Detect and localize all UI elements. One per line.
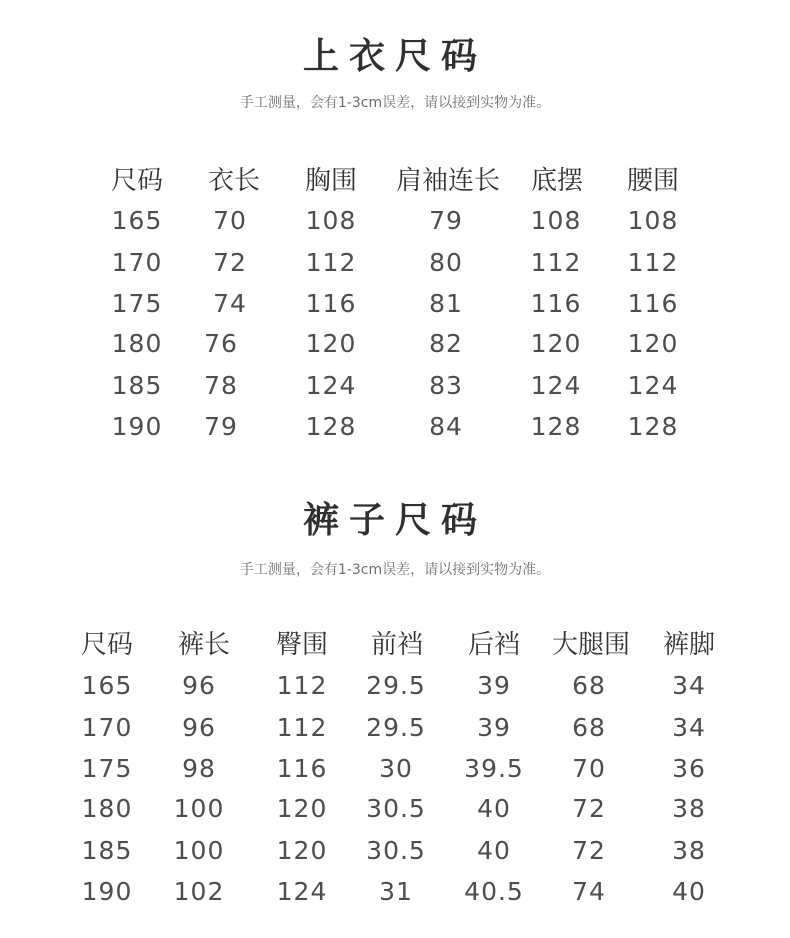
tops-table-cell: 112 bbox=[627, 248, 679, 277]
pants-table-cell: 40 bbox=[477, 836, 511, 865]
pants-table-cell: 34 bbox=[672, 713, 706, 742]
tops-table-cell: 124 bbox=[627, 371, 679, 400]
tops-table-cell: 116 bbox=[305, 289, 357, 318]
pants-table-cell: 100 bbox=[173, 836, 225, 865]
tops-table-cell: 112 bbox=[530, 248, 582, 277]
pants-table-cell: 68 bbox=[572, 713, 606, 742]
tops-table-cell: 108 bbox=[627, 206, 679, 235]
pants-table-cell: 34 bbox=[672, 671, 706, 700]
tops-table-cell: 80 bbox=[429, 248, 463, 277]
tops-table-cell: 120 bbox=[627, 329, 679, 358]
pants-table-cell: 29.5 bbox=[366, 713, 426, 742]
pants-table-cell: 165 bbox=[81, 671, 133, 700]
pants-table-cell: 96 bbox=[182, 671, 216, 700]
tops-table-cell: 74 bbox=[213, 289, 247, 318]
tops-column-header: 尺码 bbox=[110, 166, 164, 196]
pants-table-cell: 190 bbox=[81, 877, 133, 906]
tops-table-cell: 128 bbox=[627, 412, 679, 441]
pants-column-header: 裤脚 bbox=[662, 630, 716, 660]
tops-table-cell: 185 bbox=[111, 371, 163, 400]
pants-table-cell: 112 bbox=[276, 713, 328, 742]
pants-table-cell: 40 bbox=[672, 877, 706, 906]
pants-table-cell: 72 bbox=[572, 794, 606, 823]
pants-table-cell: 102 bbox=[173, 877, 225, 906]
pants-table-cell: 124 bbox=[276, 877, 328, 906]
tops-table-cell: 83 bbox=[429, 371, 463, 400]
pants-table-cell: 72 bbox=[572, 836, 606, 865]
pants-table-cell: 40.5 bbox=[464, 877, 524, 906]
tops-table-cell: 79 bbox=[204, 412, 238, 441]
pants-table-cell: 116 bbox=[276, 754, 328, 783]
tops-table-cell: 76 bbox=[204, 329, 238, 358]
tops-table-cell: 108 bbox=[305, 206, 357, 235]
tops-table-cell: 180 bbox=[111, 329, 163, 358]
tops-table-cell: 170 bbox=[111, 248, 163, 277]
tops-table-cell: 81 bbox=[429, 289, 463, 318]
pants-table-cell: 68 bbox=[572, 671, 606, 700]
tops-table-cell: 175 bbox=[111, 289, 163, 318]
pants-table-cell: 39.5 bbox=[464, 754, 524, 783]
tops-table-cell: 84 bbox=[429, 412, 463, 441]
pants-table-cell: 38 bbox=[672, 836, 706, 865]
tops-table-cell: 116 bbox=[530, 289, 582, 318]
tops-table-cell: 82 bbox=[429, 329, 463, 358]
tops-table-cell: 108 bbox=[530, 206, 582, 235]
tops-table-cell: 70 bbox=[213, 206, 247, 235]
tops-table-cell: 112 bbox=[305, 248, 357, 277]
pants-size-title: 裤子尺码 bbox=[302, 499, 487, 541]
pants-table-cell: 185 bbox=[81, 836, 133, 865]
pants-table-cell: 31 bbox=[379, 877, 413, 906]
pants-column-header: 前裆 bbox=[370, 630, 424, 660]
tops-table-cell: 124 bbox=[305, 371, 357, 400]
pants-table-cell: 40 bbox=[477, 794, 511, 823]
pants-column-header: 裤长 bbox=[177, 630, 231, 660]
pants-column-header: 后裆 bbox=[467, 630, 521, 660]
pants-table-cell: 29.5 bbox=[366, 671, 426, 700]
tops-table-cell: 165 bbox=[111, 206, 163, 235]
pants-table-cell: 39 bbox=[477, 713, 511, 742]
tops-table-cell: 120 bbox=[305, 329, 357, 358]
tops-column-header: 胸围 bbox=[304, 166, 358, 196]
tops-column-header: 衣长 bbox=[207, 166, 261, 196]
pants-table-cell: 120 bbox=[276, 794, 328, 823]
pants-table-cell: 30.5 bbox=[366, 836, 426, 865]
pants-table-cell: 175 bbox=[81, 754, 133, 783]
pants-table-cell: 120 bbox=[276, 836, 328, 865]
tops-table-cell: 72 bbox=[213, 248, 247, 277]
pants-table-cell: 39 bbox=[477, 671, 511, 700]
tops-table-cell: 128 bbox=[305, 412, 357, 441]
tops-column-header: 肩袖连长 bbox=[395, 166, 501, 196]
pants-table-cell: 100 bbox=[173, 794, 225, 823]
pants-table-cell: 98 bbox=[182, 754, 216, 783]
tops-column-header: 腰围 bbox=[626, 166, 680, 196]
pants-table-cell: 38 bbox=[672, 794, 706, 823]
tops-table-cell: 128 bbox=[530, 412, 582, 441]
pants-table-cell: 30.5 bbox=[366, 794, 426, 823]
tops-measurement-note: 手工测量，会有1-3cm误差，请以接到实物为准。 bbox=[239, 95, 551, 111]
tops-table-cell: 124 bbox=[530, 371, 582, 400]
tops-size-title: 上衣尺码 bbox=[302, 35, 487, 77]
pants-table-cell: 36 bbox=[672, 754, 706, 783]
pants-column-header: 尺码 bbox=[80, 630, 134, 660]
tops-table-cell: 190 bbox=[111, 412, 163, 441]
pants-table-cell: 74 bbox=[572, 877, 606, 906]
pants-table-cell: 96 bbox=[182, 713, 216, 742]
tops-table-cell: 79 bbox=[429, 206, 463, 235]
pants-table-cell: 112 bbox=[276, 671, 328, 700]
pants-column-header: 大腿围 bbox=[551, 630, 631, 660]
tops-table-cell: 116 bbox=[627, 289, 679, 318]
tops-table-cell: 78 bbox=[204, 371, 238, 400]
pants-table-cell: 170 bbox=[81, 713, 133, 742]
tops-column-header: 底摆 bbox=[530, 166, 584, 196]
pants-table-cell: 30 bbox=[379, 754, 413, 783]
pants-table-cell: 180 bbox=[81, 794, 133, 823]
tops-table-cell: 120 bbox=[530, 329, 582, 358]
pants-column-header: 臀围 bbox=[275, 630, 329, 660]
pants-table-cell: 70 bbox=[572, 754, 606, 783]
pants-measurement-note: 手工测量，会有1-3cm误差，请以接到实物为准。 bbox=[239, 562, 551, 578]
